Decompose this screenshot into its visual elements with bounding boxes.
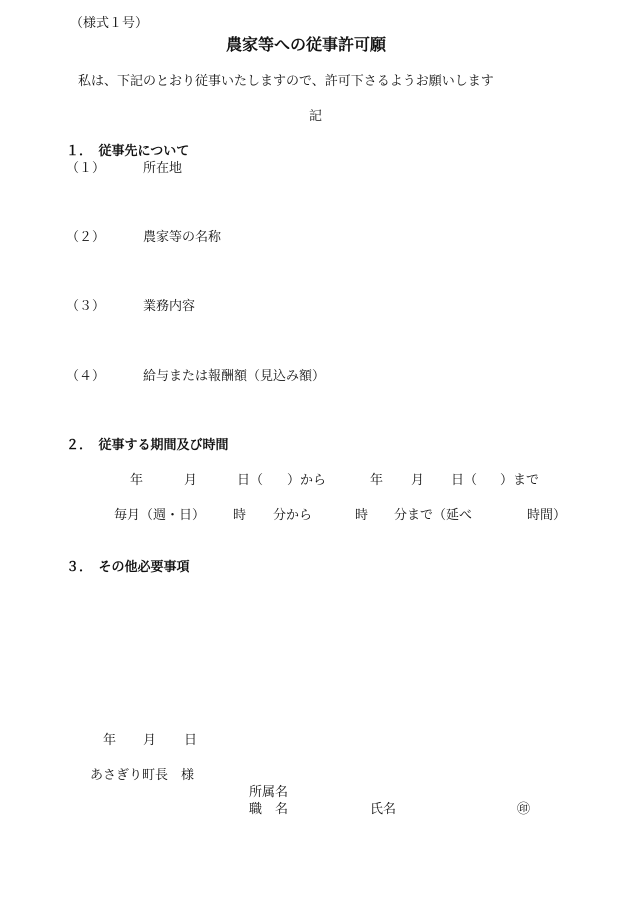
item1-number: （１） [66,161,106,176]
position-label: 職 名 [249,802,289,817]
time-prefix: 毎月（週・日） [114,508,206,523]
item4-number: （４） [66,369,106,384]
item3-number: （３） [66,299,106,314]
period-day-end: 日（ [451,473,478,488]
time-hour-end: 時 [355,508,369,523]
affiliation-label: 所属名 [249,785,289,800]
period-month-start: 月 [184,473,198,488]
time-minute-end: 分まで（延べ [394,508,473,523]
item4-label: 給与または報酬額（見込み額） [143,369,326,384]
date-year: 年 [103,733,117,748]
period-month-end: 月 [411,473,425,488]
time-total: 時間） [527,508,567,523]
period-until: ）まで [500,473,540,488]
date-day: 日 [184,733,198,748]
period-year-start: 年 [130,473,144,488]
ki-label: 記 [309,109,323,124]
intro-text: 私は、下記のとおり従事いたしますので、許可下さるようお願いします [78,74,494,89]
item3-label: 業務内容 [143,299,196,314]
section1-heading: １． 従事先について [66,144,190,159]
time-minute-start: 分から [273,508,313,523]
item2-number: （２） [66,230,106,245]
seal-mark: ㊞ [517,802,531,817]
date-month: 月 [143,733,157,748]
form-number: （様式１号） [70,16,149,31]
period-from: ）から [287,473,327,488]
period-day-start: 日（ [237,473,264,488]
period-year-end: 年 [370,473,384,488]
addressee: あさぎり町長 様 [90,768,195,783]
item1-label: 所在地 [143,161,183,176]
name-label: 氏名 [370,802,397,817]
item2-label: 農家等の名称 [143,230,222,245]
section3-heading: ３． その他必要事項 [66,560,190,575]
time-hour-start: 時 [233,508,247,523]
document-title: 農家等への従事許可願 [226,35,387,54]
section2-heading: ２． 従事する期間及び時間 [66,438,229,453]
